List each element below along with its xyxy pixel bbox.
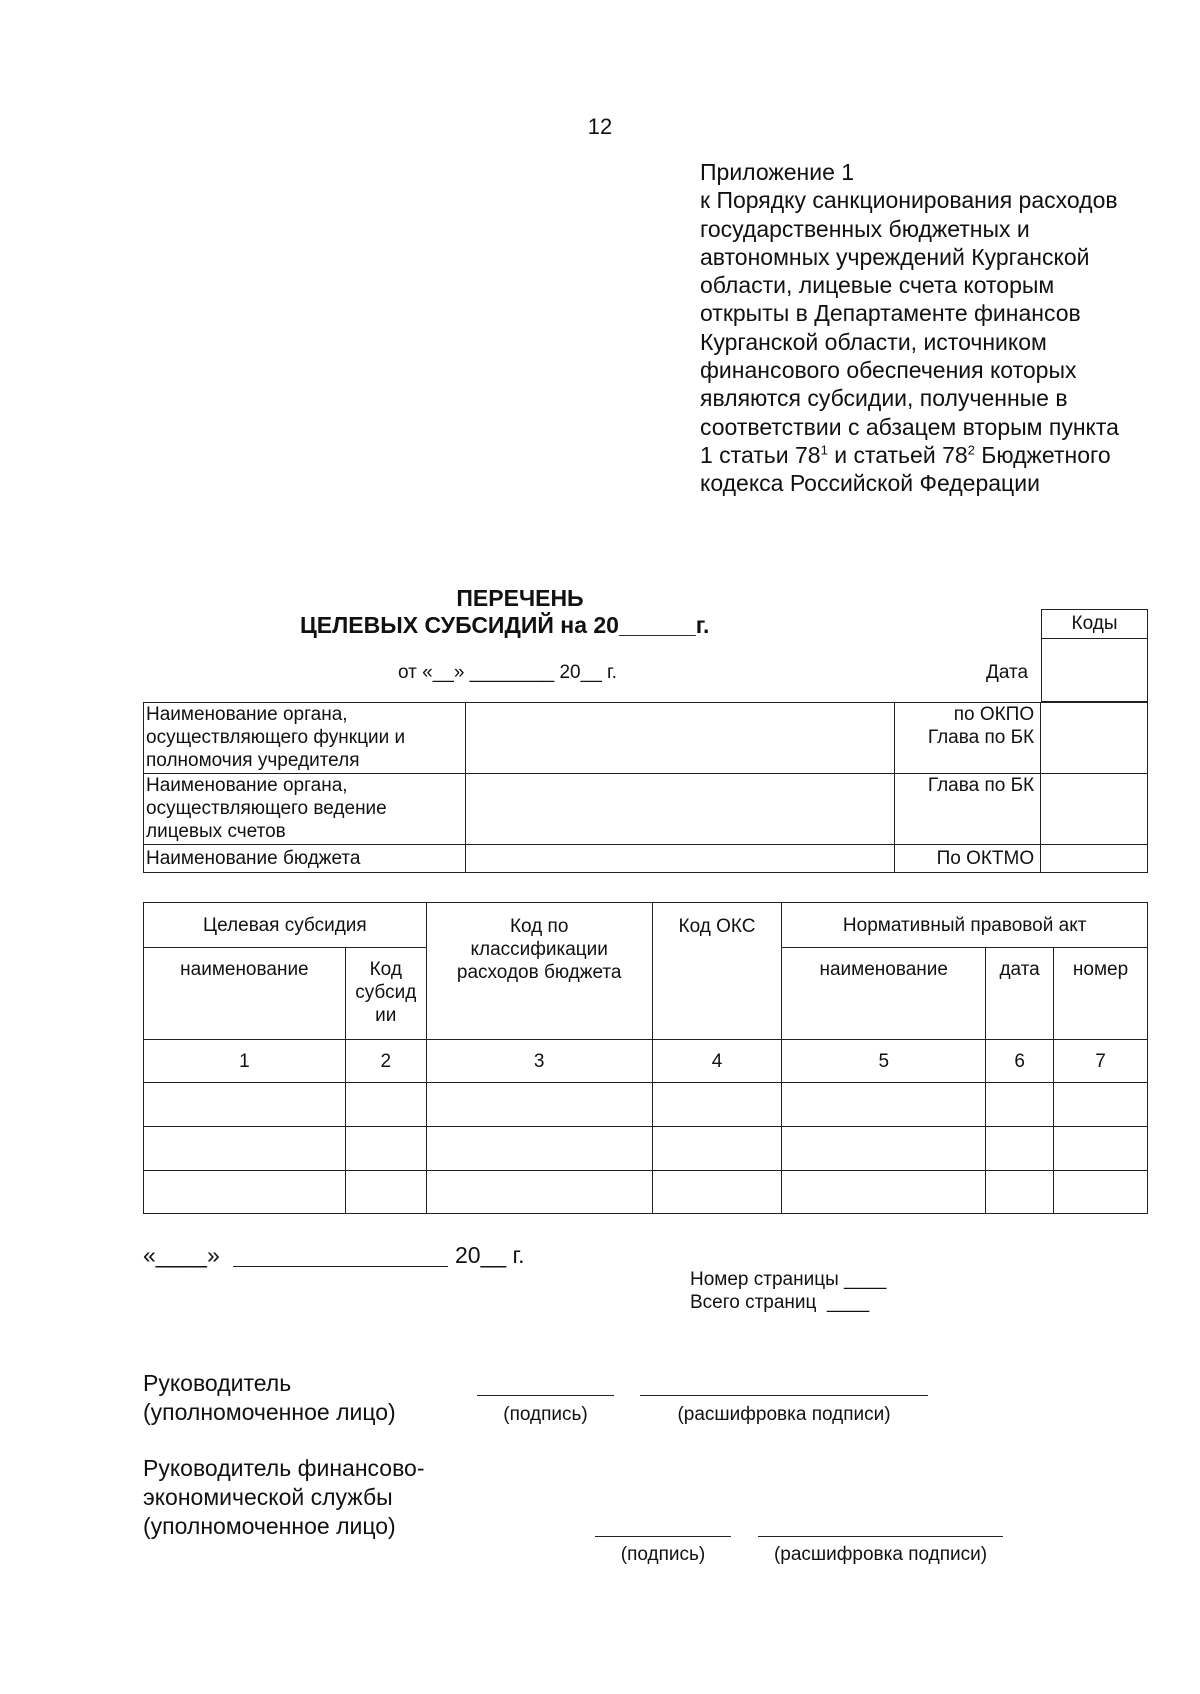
decoding-caption: (расшифровка подписи) [677,1404,891,1425]
appendix-text: и статьей 78 [827,441,968,468]
budget-value-cell[interactable] [465,845,894,873]
signature-line[interactable] [595,1536,731,1537]
decoding-caption: (расшифровка подписи) [773,1544,988,1565]
table-cell[interactable] [345,1127,426,1171]
founder-code-cell[interactable] [1041,703,1148,774]
column-number: 7 [1054,1040,1148,1083]
table-cell[interactable] [426,1171,652,1214]
appendix-line: кодекса Российской Федерации [700,470,1040,497]
appendix-line: финансового обеспечения которых [700,357,1077,384]
subsidies-table [143,902,1148,1214]
appendix-text: 1 статьи 78 [700,441,821,468]
table-cell[interactable] [782,1127,986,1171]
appendix-line: соответствии с абзацем вторым пункта [700,413,1119,440]
page-number-field: Номер страницы ____ [690,1269,887,1290]
appendix-line: открыты в Департаменте финансов [700,300,1081,327]
table-cell[interactable] [986,1171,1054,1214]
appendix-line: к Порядку санкционирования расходов [700,187,1118,214]
target-subsidy-header: Целевая субсидия [144,903,427,948]
table-cell[interactable] [426,1083,652,1127]
superscript: 1 [820,442,828,458]
oks-header: Код ОКС [652,903,782,1040]
column-number: 4 [652,1040,782,1083]
table-cell[interactable] [144,1171,346,1214]
account-org-code-cell[interactable] [1041,774,1148,845]
appendix-line: государственных бюджетных и [700,215,1030,242]
budget-label: Наименование бюджета [144,845,466,873]
head-authorized-label: (уполномоченное лицо) [143,1399,396,1425]
table-cell[interactable] [986,1127,1054,1171]
header-table [143,702,1148,873]
appendix-line-articles [700,441,1170,469]
table-cell[interactable] [1054,1083,1148,1127]
table-cell[interactable] [782,1083,986,1127]
table-row [144,1171,1148,1214]
oktmo-code-cell[interactable] [1041,845,1148,873]
appendix-line: автономных учреждений Курганской [700,243,1090,270]
account-org-value-cell[interactable] [465,774,894,845]
signature-line[interactable] [477,1395,614,1396]
table-cell[interactable] [986,1083,1054,1127]
table-cell[interactable] [144,1083,346,1127]
table-cell[interactable] [652,1127,782,1171]
table-cell[interactable] [426,1127,652,1171]
account-org-label: Наименование органа, осуществляющего ведение лицевых счетов [144,774,466,845]
column-number: 2 [345,1040,426,1083]
normative-act-header: Нормативный правовой акт [782,903,1148,948]
kbk-header: Код по классификации расходов бюджета [426,903,652,1040]
act-date-header: дата [986,948,1054,1040]
document-subtitle: ЦЕЛЕВЫХ СУБСИДИЙ на 20______г. [300,612,710,638]
founder-codes-label: по ОКПО Глава по БК [895,703,1041,774]
signature-caption: (подпись) [503,1404,588,1425]
codes-table [1041,609,1148,702]
table-cell[interactable] [652,1171,782,1214]
decoding-line[interactable] [758,1536,1003,1537]
finance-head-label: Руководитель финансово- [143,1455,425,1481]
document-title: ПЕРЕЧЕНЬ [456,585,584,611]
table-row [144,1127,1148,1171]
appendix-line: Приложение 1 [700,159,855,185]
table-cell[interactable] [345,1083,426,1127]
subsidy-code-header: Код субсид ии [345,948,426,1040]
column-number: 5 [782,1040,986,1083]
oktmo-label: По ОКТМО [895,845,1041,873]
finance-service-label: экономической службы [143,1484,393,1510]
footer-date-line [233,1266,448,1267]
table-row [144,1083,1148,1127]
footer-date-year: 20__ г. [455,1242,525,1268]
founder-label: Наименование органа, осуществляющего функции и полномочия учредителя [144,703,466,774]
appendix-line: области, лицевые счета которым [700,272,1055,299]
footer-date-quote: «____» [143,1242,220,1268]
from-date-line: от «__» ________ 20__ г. [398,662,617,683]
act-number-header: номер [1054,948,1148,1040]
table-cell[interactable] [652,1083,782,1127]
table-cell[interactable] [1054,1127,1148,1171]
decoding-line[interactable] [640,1395,928,1396]
total-pages-field: Всего страниц ____ [690,1292,870,1313]
appendix-block [700,158,1170,498]
table-cell[interactable] [1054,1171,1148,1214]
superscript: 2 [967,442,975,458]
column-number: 3 [426,1040,652,1083]
date-label: Дата [986,662,1029,683]
finance-authorized-label: (уполномоченное лицо) [143,1513,396,1539]
page-number: 12 [587,114,613,139]
subsidy-name-header: наименование [144,948,346,1040]
codes-label: Коды [1042,610,1148,639]
head-label: Руководитель [143,1370,292,1396]
appendix-line: Курганской области, источником [700,328,1047,355]
table-cell[interactable] [144,1127,346,1171]
account-org-code-label: Глава по БК [895,774,1041,845]
founder-value-cell[interactable] [465,703,894,774]
act-name-header: наименование [782,948,986,1040]
signature-caption: (подпись) [620,1544,706,1565]
table-cell[interactable] [345,1171,426,1214]
date-code-cell[interactable] [1042,639,1148,702]
column-number: 1 [144,1040,346,1083]
appendix-text: Бюджетного [974,441,1111,468]
column-number: 6 [986,1040,1054,1083]
appendix-line: являются субсидии, полученные в [700,385,1068,412]
table-cell[interactable] [782,1171,986,1214]
